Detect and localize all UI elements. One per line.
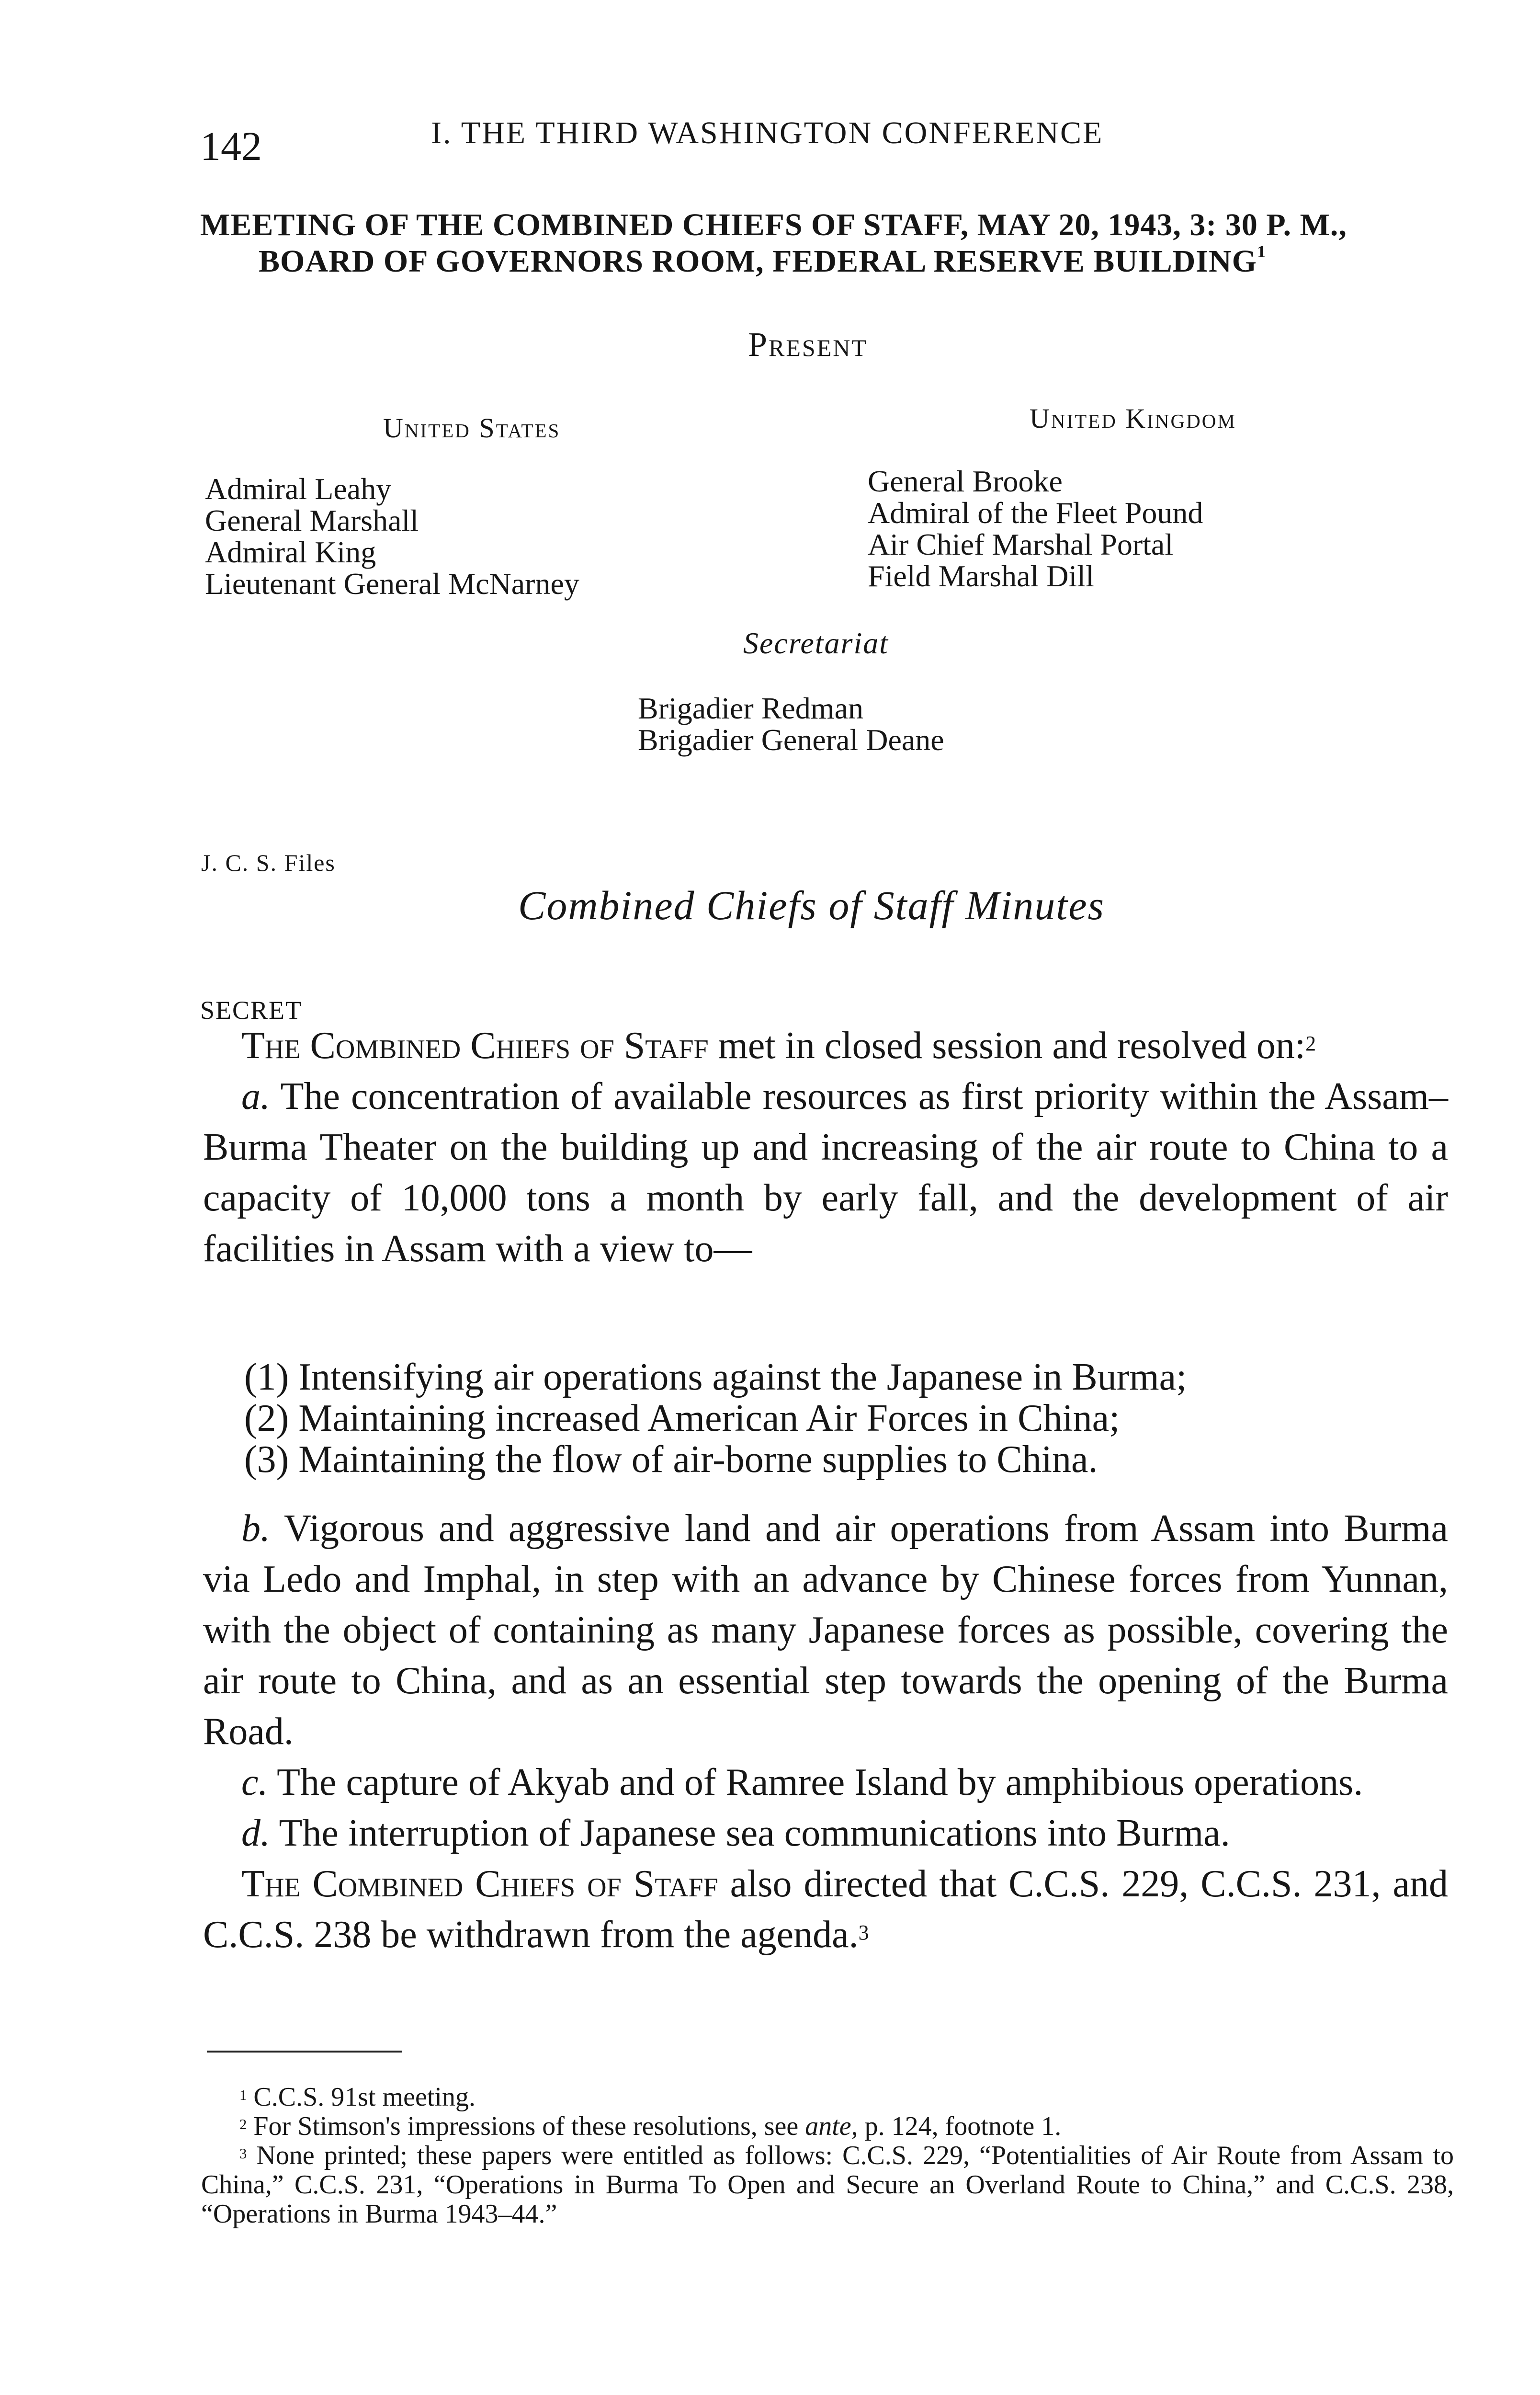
resolution-a xyxy=(203,1071,1448,1274)
item-d-label: d. xyxy=(241,1812,270,1854)
item-b-label: b. xyxy=(241,1507,270,1550)
present-heading: Present xyxy=(748,325,868,364)
us-attendee: Admiral Leahy xyxy=(205,472,392,506)
uk-attendee: General Brooke xyxy=(868,464,1063,498)
footnote-2-italic: ante xyxy=(805,2111,851,2141)
us-attendee: General Marshall xyxy=(205,503,419,537)
closing-caps: The Combined Chiefs of Staff xyxy=(241,1863,718,1905)
resolution-rest-block xyxy=(203,1503,1448,1960)
footnote-ref-3: 3 xyxy=(858,1921,869,1944)
uk-attendee: Air Chief Marshal Portal xyxy=(868,527,1174,561)
running-title: I. THE THIRD WASHINGTON CONFERENCE xyxy=(431,115,1104,150)
resolution-d xyxy=(203,1808,1448,1859)
footnote-3-number: 3 xyxy=(239,2145,247,2162)
footnote-ref-1: 1 xyxy=(1257,242,1267,261)
sub-item: (1) Intensifying air operations against the Japanese in Burma; xyxy=(244,1356,1187,1398)
us-heading: United States xyxy=(383,412,561,444)
intro-text: met in closed session and resolved on: xyxy=(708,1025,1306,1067)
closing-text: also directed that C.C.S. 229, C.C.S. 231, and C.C.S. 238 be withdrawn from the agenda. xyxy=(203,1863,1448,1956)
intro-caps: The Combined Chiefs of Staff xyxy=(241,1025,709,1067)
resolution-intro xyxy=(203,1020,1448,1071)
closing-paragraph xyxy=(203,1859,1448,1960)
resolution-b xyxy=(203,1503,1448,1757)
uk-attendee: Field Marshal Dill xyxy=(868,559,1094,593)
item-d-text: The interruption of Japanese sea communications into Burma. xyxy=(270,1812,1230,1854)
classification-label: SECRET xyxy=(200,996,303,1025)
footnote-1 xyxy=(201,2083,1454,2112)
uk-attendees xyxy=(868,466,1203,592)
item-b-text: Vigorous and aggressive land and air operations from Assam into Burma via Ledo and Imphal, in step with an advance by Chinese forces from Yunnan, with the object of containing as many Japanese forces as possible, covering the air route to China, and as an essential step towards the opening of the Burma Road. xyxy=(203,1507,1448,1753)
page-number: 142 xyxy=(200,123,262,169)
footnote-2 xyxy=(201,2112,1454,2141)
sub-item-list xyxy=(244,1357,1187,1480)
us-attendee: Lieutenant General McNarney xyxy=(205,567,579,601)
us-attendees xyxy=(205,473,579,600)
uk-heading: United Kingdom xyxy=(1030,403,1236,434)
meeting-title-line2-text: BOARD OF GOVERNORS ROOM, FEDERAL RESERVE BUILDING xyxy=(259,244,1257,279)
document-title: Combined Chiefs of Staff Minutes xyxy=(518,882,1105,928)
item-c-label: c. xyxy=(241,1761,268,1803)
secretariat-member: Brigadier Redman xyxy=(638,691,863,725)
source-label: J. C. S. Files xyxy=(201,849,336,876)
footnote-2-text: For Stimson's impressions of these resolutions, see xyxy=(247,2111,805,2141)
footnote-ref-2: 2 xyxy=(1305,1032,1316,1055)
footnotes xyxy=(201,2083,1454,2229)
secretariat-members xyxy=(638,693,944,756)
secretariat-member: Brigadier General Deane xyxy=(638,723,944,757)
footnote-3 xyxy=(201,2141,1454,2229)
item-c-text: The capture of Akyab and of Ramree Island by amphibious operations. xyxy=(268,1761,1363,1803)
sub-item: (3) Maintaining the flow of air-borne supplies to China. xyxy=(244,1438,1098,1481)
resolution-intro-block xyxy=(203,1020,1448,1274)
resolution-c xyxy=(203,1757,1448,1808)
footnote-1-text: C.C.S. 91st meeting. xyxy=(247,2082,476,2112)
us-attendee: Admiral King xyxy=(205,535,376,569)
footnote-2-text-end: , p. 124, footnote 1. xyxy=(851,2111,1062,2141)
meeting-title-line1: MEETING OF THE COMBINED CHIEFS OF STAFF, MAY 20, 1943, 3: 30 P. M., xyxy=(200,207,1347,242)
secretariat-heading: Secretariat xyxy=(743,626,889,660)
item-a-label: a. xyxy=(241,1075,270,1118)
footnote-1-number: 1 xyxy=(239,2087,247,2103)
footnote-2-number: 2 xyxy=(239,2116,247,2133)
sub-item: (2) Maintaining increased American Air Forces in China; xyxy=(244,1397,1120,1439)
uk-attendee: Admiral of the Fleet Pound xyxy=(868,496,1203,530)
footnote-divider xyxy=(207,2051,402,2053)
meeting-title-line2 xyxy=(259,243,1266,280)
footnote-3-text: None printed; these papers were entitled as follows: C.C.S. 229, “Potentialities of Air Route from Assam to China,” C.C.S. 231, “Operations in Burma To Open and Secure an Overland Route to China,” and C.C.S. 238, “Operations in Burma 1943–44.” xyxy=(201,2141,1454,2229)
item-a-text: The concentration of available resources as first priority within the Assam–Burma Theater on the building up and increasing of the air route to China to a capacity of 10,000 tons a month by early fall, and the development of air facilities in Assam with a view to— xyxy=(203,1075,1448,1270)
